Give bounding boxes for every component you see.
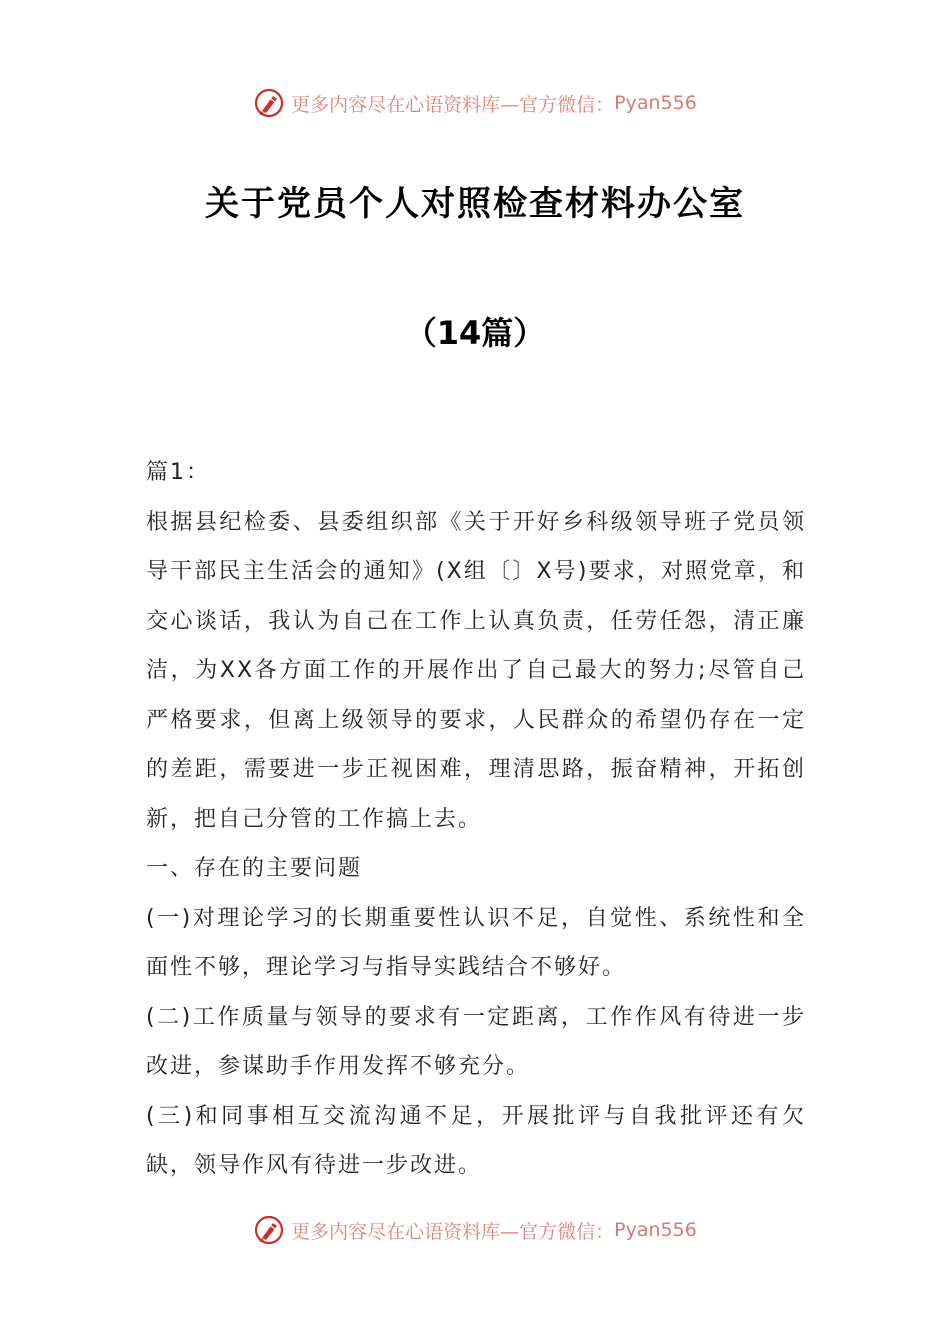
banner-text: 更多内容尽在心语资料库—官方微信：	[291, 1220, 615, 1243]
banner-wechat-id: Pyan556	[614, 92, 697, 114]
footer-watermark-banner	[0, 1210, 950, 1250]
section-heading: 一、存在的主要问题	[146, 856, 363, 881]
pen-logo-icon	[253, 1214, 285, 1246]
banner-wechat-id: Pyan556	[614, 1219, 697, 1241]
banner-text: 更多内容尽在心语资料库—官方微信：	[291, 93, 615, 116]
header-watermark-banner	[0, 83, 950, 123]
body-paragraph: (一)对理论学习的长期重要性认识不足，自觉性、系统性和全面性不够，理论学习与指导实践结合不够好。	[146, 905, 806, 980]
document-title: 关于党员个人对照检查材料办公室	[205, 184, 745, 224]
section-label: 篇1：	[146, 460, 210, 485]
body-paragraph: (三)和同事相互交流沟通不足，开展批评与自我批评还有欠缺，领导作风有待进一步改进。	[146, 1103, 806, 1178]
document-body	[146, 448, 806, 1191]
body-paragraph: (二)工作质量与领导的要求有一定距离，工作作风有待进一步改进，参谋助手作用发挥不够充分。	[146, 1004, 806, 1079]
document-subtitle: （14篇）	[404, 314, 546, 352]
pen-logo-icon	[253, 87, 285, 119]
body-paragraph: 根据县纪检委、县委组织部《关于开好乡科级领导班子党员领导干部民主生活会的通知》(X组〔〕X号)要求，对照党章，和交心谈话，我认为自己在工作上认真负责，任劳任怨，清正廉洁，为XX各方面工作的开展作出了自己最大的努力;尽管自己严格要求，但离上级领导的要求，人民群众的希望仍存在一定的差距，需要进一步正视困难，理清思路，振奋精神，开拓创新，把自己分管的工作搞上去。	[146, 509, 806, 832]
